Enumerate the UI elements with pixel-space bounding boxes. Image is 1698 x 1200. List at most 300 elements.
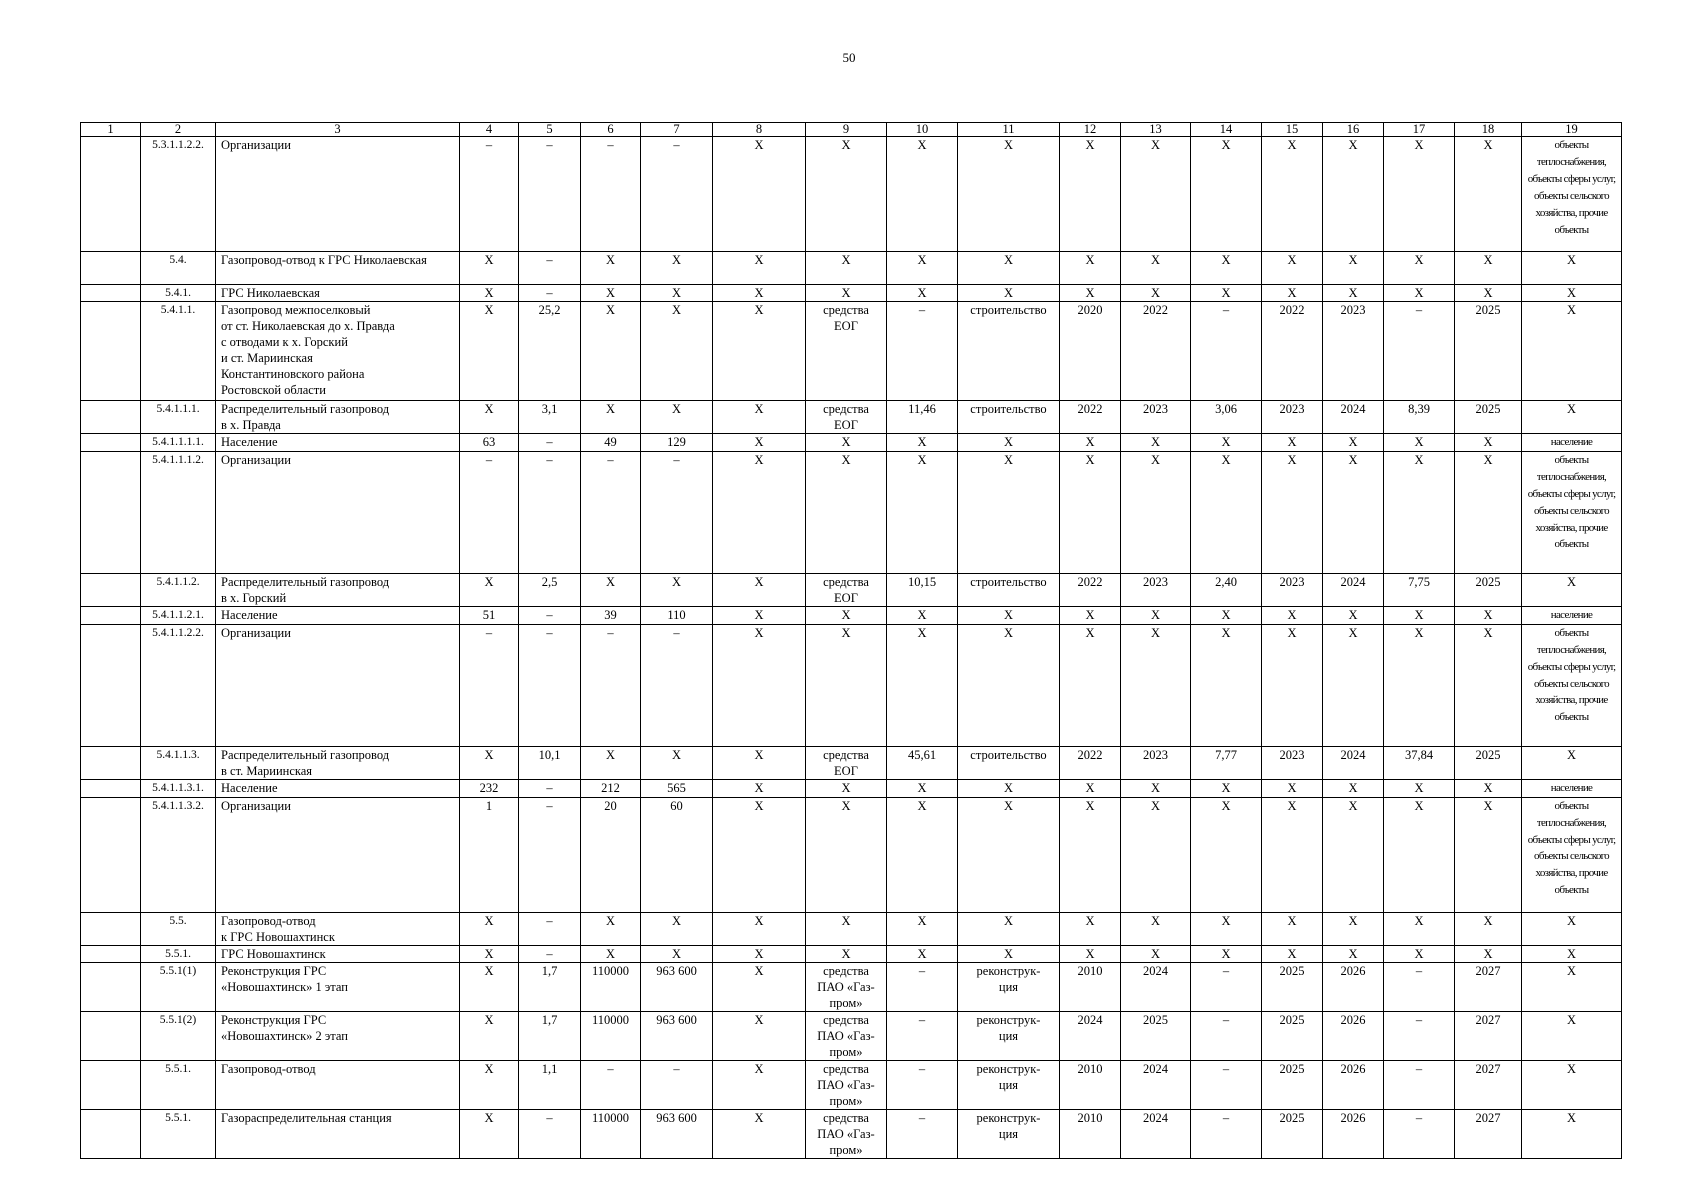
table-cell: 232 — [460, 779, 519, 797]
table-cell: 3,06 — [1191, 401, 1262, 434]
table-cell: Х — [713, 912, 806, 945]
column-header: 15 — [1262, 123, 1323, 137]
table-cell: – — [887, 1060, 958, 1109]
table-cell: 963 600 — [641, 1109, 713, 1158]
table-cell — [81, 451, 141, 573]
table-cell: Х — [1191, 912, 1262, 945]
table-row — [81, 945, 1622, 962]
table-cell: Х — [1384, 285, 1455, 302]
table-cell: Х — [806, 451, 887, 573]
table-cell: строительство — [958, 573, 1060, 606]
table-cell: – — [887, 302, 958, 401]
table-cell: – — [1384, 1109, 1455, 1158]
table-cell: Реконструкция ГРС «Новошахтинск» 1 этап — [216, 962, 460, 1011]
table-cell: Х — [1323, 252, 1384, 285]
table-cell: Х — [1455, 434, 1522, 452]
table-cell — [81, 285, 141, 302]
table-cell: средства ПАО «Газ- пром» — [806, 1060, 887, 1109]
table-cell: 2022 — [1060, 573, 1121, 606]
table-cell: 5.4.1.1.1. — [141, 401, 216, 434]
table-cell: Х — [713, 606, 806, 624]
table-cell: Х — [1191, 285, 1262, 302]
table-cell: Х — [713, 434, 806, 452]
table-cell: Х — [1384, 252, 1455, 285]
table-cell: Х — [1262, 779, 1323, 797]
table-cell: – — [519, 285, 581, 302]
table-cell: 5.5.1(2) — [141, 1011, 216, 1060]
table-cell: Х — [1384, 945, 1455, 962]
table-cell: Х — [1191, 797, 1262, 912]
table-cell: Х — [1121, 137, 1191, 252]
column-header: 4 — [460, 123, 519, 137]
table-cell: 2010 — [1060, 962, 1121, 1011]
table-cell: 10,1 — [519, 746, 581, 779]
table-cell: 129 — [641, 434, 713, 452]
table-cell — [81, 1109, 141, 1158]
table-cell: Х — [806, 252, 887, 285]
table-cell: 60 — [641, 797, 713, 912]
table-cell: строительство — [958, 401, 1060, 434]
table-cell: Х — [1121, 945, 1191, 962]
table-cell: – — [887, 1109, 958, 1158]
table-cell: 7,77 — [1191, 746, 1262, 779]
table-cell: Распределительный газопровод в ст. Мариинская — [216, 746, 460, 779]
column-header: 12 — [1060, 123, 1121, 137]
table-cell — [81, 252, 141, 285]
table-cell: 2024 — [1323, 573, 1384, 606]
table-cell — [81, 945, 141, 962]
table-cell: Х — [1455, 285, 1522, 302]
table-cell: Х — [641, 252, 713, 285]
table-row — [81, 302, 1622, 401]
table-cell: 2025 — [1455, 302, 1522, 401]
data-table — [80, 122, 1622, 1159]
table-cell: Х — [1323, 912, 1384, 945]
table-row — [81, 779, 1622, 797]
table-cell: – — [581, 137, 641, 252]
table-cell: – — [519, 779, 581, 797]
table-cell: 10,15 — [887, 573, 958, 606]
table-cell: Х — [460, 401, 519, 434]
table-cell: 2025 — [1455, 401, 1522, 434]
table-cell: Х — [806, 137, 887, 252]
table-cell: Х — [460, 1109, 519, 1158]
table-cell: Реконструкция ГРС «Новошахтинск» 2 этап — [216, 1011, 460, 1060]
table-cell: Х — [1060, 624, 1121, 746]
table-cell: – — [581, 1060, 641, 1109]
table-cell — [81, 573, 141, 606]
table-cell: Х — [1191, 779, 1262, 797]
table-cell: Х — [1384, 606, 1455, 624]
table-cell: Х — [460, 285, 519, 302]
table-cell: Х — [460, 962, 519, 1011]
table-cell: – — [1384, 1060, 1455, 1109]
table-cell: Х — [460, 1011, 519, 1060]
table-cell: 1,1 — [519, 1060, 581, 1109]
table-cell: 2024 — [1121, 1109, 1191, 1158]
table-cell: – — [519, 434, 581, 452]
table-cell: Х — [1384, 624, 1455, 746]
table-cell — [81, 1060, 141, 1109]
table-cell: 2023 — [1121, 573, 1191, 606]
table-cell: Х — [1060, 945, 1121, 962]
table-cell: Х — [1522, 401, 1622, 434]
table-cell: Х — [713, 401, 806, 434]
table-cell: 5.4.1.1.3.1. — [141, 779, 216, 797]
table-cell: средства ПАО «Газ- пром» — [806, 1109, 887, 1158]
table-cell: – — [519, 912, 581, 945]
table-cell: Х — [713, 624, 806, 746]
table-cell: Х — [1191, 451, 1262, 573]
table-cell: Х — [1121, 451, 1191, 573]
table-cell: Х — [887, 624, 958, 746]
table-cell: Х — [641, 945, 713, 962]
table-cell: 2025 — [1262, 962, 1323, 1011]
table-cell: 2024 — [1323, 401, 1384, 434]
table-cell: 2022 — [1060, 746, 1121, 779]
table-cell: Х — [1121, 624, 1191, 746]
table-cell — [81, 746, 141, 779]
table-cell: Х — [1455, 451, 1522, 573]
table-cell: 5.5. — [141, 912, 216, 945]
table-cell: 110000 — [581, 1109, 641, 1158]
table-cell: Х — [1262, 285, 1323, 302]
table-cell: средства ПАО «Газ- пром» — [806, 1011, 887, 1060]
table-cell: 2026 — [1323, 1060, 1384, 1109]
table-cell: Х — [1121, 252, 1191, 285]
table-cell: Х — [1060, 434, 1121, 452]
table-cell: 2022 — [1060, 401, 1121, 434]
table-cell: Х — [713, 137, 806, 252]
table-cell: Х — [1060, 779, 1121, 797]
table-cell: Х — [887, 252, 958, 285]
table-cell: 5.3.1.1.2.2. — [141, 137, 216, 252]
table-cell: Х — [581, 302, 641, 401]
table-cell: Х — [1121, 434, 1191, 452]
table-cell — [81, 137, 141, 252]
table-cell: Газопровод-отвод к ГРС Новошахтинск — [216, 912, 460, 945]
table-cell: Х — [641, 285, 713, 302]
table-cell: 2022 — [1121, 302, 1191, 401]
table-cell: средства ПАО «Газ- пром» — [806, 962, 887, 1011]
table-cell: Х — [1262, 252, 1323, 285]
table-cell: Х — [1522, 1109, 1622, 1158]
table-cell: Х — [806, 624, 887, 746]
table-row — [81, 746, 1622, 779]
table-cell: Х — [1522, 1060, 1622, 1109]
table-cell: Х — [1522, 285, 1622, 302]
table-cell: Х — [887, 945, 958, 962]
table-cell: средства ЕОГ — [806, 302, 887, 401]
table-cell: Х — [887, 779, 958, 797]
table-cell: Х — [713, 252, 806, 285]
table-cell: Х — [581, 401, 641, 434]
table-cell: Х — [806, 912, 887, 945]
table-cell: Х — [1384, 137, 1455, 252]
table-row — [81, 1011, 1622, 1060]
table-cell: – — [519, 137, 581, 252]
table-cell: 1,7 — [519, 1011, 581, 1060]
table-cell: 39 — [581, 606, 641, 624]
table-cell: Х — [887, 797, 958, 912]
table-cell: Х — [806, 945, 887, 962]
column-header: 9 — [806, 123, 887, 137]
table-cell: Х — [1191, 434, 1262, 452]
table-cell: Х — [1060, 252, 1121, 285]
table-cell: Х — [713, 1109, 806, 1158]
table-cell — [81, 624, 141, 746]
table-cell: Х — [1121, 912, 1191, 945]
table-cell: Х — [1384, 912, 1455, 945]
table-cell: население — [1522, 779, 1622, 797]
table-cell: Х — [958, 137, 1060, 252]
table-cell: Х — [958, 434, 1060, 452]
table-cell: Х — [581, 285, 641, 302]
table-cell: Х — [581, 746, 641, 779]
table-cell: Газопровод межпоселковый от ст. Николаевская до х. Правда с отводами к х. Горский и ст. Мариинская Константиновского района Ростовской области — [216, 302, 460, 401]
table-cell: ГРС Николаевская — [216, 285, 460, 302]
table-cell: 5.4.1.1.1.1. — [141, 434, 216, 452]
table-cell: средства ЕОГ — [806, 573, 887, 606]
table-cell: Х — [1262, 434, 1323, 452]
table-cell: Население — [216, 779, 460, 797]
table-cell: Х — [641, 746, 713, 779]
table-cell: – — [460, 137, 519, 252]
table-cell: Х — [887, 285, 958, 302]
table-cell: Х — [887, 606, 958, 624]
table-cell: Х — [713, 1060, 806, 1109]
table-cell: Х — [958, 912, 1060, 945]
table-cell: 5.4.1.1.2.1. — [141, 606, 216, 624]
table-cell: – — [641, 137, 713, 252]
table-cell: – — [1384, 302, 1455, 401]
table-cell: Х — [1455, 912, 1522, 945]
table-cell: Х — [641, 573, 713, 606]
table-cell: Х — [1191, 624, 1262, 746]
table-cell: Х — [1522, 302, 1622, 401]
table-cell: объекты теплоснабжения, объекты сферы услуг, объекты сельского хозяйства, прочие объекты — [1522, 797, 1622, 912]
table-cell: Х — [1262, 912, 1323, 945]
table-cell: 2025 — [1455, 746, 1522, 779]
table-cell: 2025 — [1262, 1011, 1323, 1060]
table-cell: 45,61 — [887, 746, 958, 779]
table-cell: 2024 — [1060, 1011, 1121, 1060]
table-cell: Х — [1060, 451, 1121, 573]
table-cell: 2010 — [1060, 1109, 1121, 1158]
table-cell: – — [519, 1109, 581, 1158]
table-cell: 2023 — [1121, 401, 1191, 434]
table-cell: Х — [1522, 1011, 1622, 1060]
table-cell: 963 600 — [641, 1011, 713, 1060]
table-cell: Х — [1121, 285, 1191, 302]
table-cell: Х — [806, 606, 887, 624]
table-cell: реконструк- ция — [958, 1109, 1060, 1158]
table-cell: Х — [713, 962, 806, 1011]
table-cell — [81, 434, 141, 452]
column-header: 13 — [1121, 123, 1191, 137]
table-cell: 963 600 — [641, 962, 713, 1011]
table-cell: 37,84 — [1384, 746, 1455, 779]
table-cell: Х — [1522, 746, 1622, 779]
table-cell: Х — [1455, 252, 1522, 285]
table-cell: – — [519, 606, 581, 624]
table-cell: Население — [216, 434, 460, 452]
table-cell: 5.5.1. — [141, 1060, 216, 1109]
table-cell: Х — [1522, 573, 1622, 606]
table-cell: Х — [887, 137, 958, 252]
table-cell: Х — [958, 797, 1060, 912]
table-cell: 2026 — [1323, 962, 1384, 1011]
table-cell: Организации — [216, 451, 460, 573]
table-cell: Х — [1323, 797, 1384, 912]
table-cell: Х — [460, 1060, 519, 1109]
table-cell: – — [1191, 1109, 1262, 1158]
table-cell: 2,5 — [519, 573, 581, 606]
column-header: 17 — [1384, 123, 1455, 137]
table-cell: Х — [1060, 797, 1121, 912]
table-row — [81, 606, 1622, 624]
table-cell: Х — [1384, 779, 1455, 797]
table-cell: Х — [713, 779, 806, 797]
table-cell: Х — [460, 573, 519, 606]
table-cell: Организации — [216, 624, 460, 746]
table-cell — [81, 302, 141, 401]
table-cell: объекты теплоснабжения, объекты сферы услуг, объекты сельского хозяйства, прочие объекты — [1522, 137, 1622, 252]
table-cell: Х — [1323, 624, 1384, 746]
table-cell: 2025 — [1262, 1109, 1323, 1158]
table-header-row — [81, 123, 1622, 137]
table-cell: Газопровод-отвод к ГРС Николаевская — [216, 252, 460, 285]
table-cell: 2027 — [1455, 1060, 1522, 1109]
table-cell: Х — [1121, 779, 1191, 797]
table-cell: – — [1191, 1011, 1262, 1060]
table-cell: 2025 — [1262, 1060, 1323, 1109]
table-cell: Распределительный газопровод в х. Горский — [216, 573, 460, 606]
table-cell: 2024 — [1121, 962, 1191, 1011]
table-row — [81, 285, 1622, 302]
table-cell: 2024 — [1323, 746, 1384, 779]
table-cell: Х — [1262, 797, 1323, 912]
table-cell: – — [519, 797, 581, 912]
table-cell: Х — [1455, 797, 1522, 912]
table-cell: 2027 — [1455, 1011, 1522, 1060]
table-cell: 25,2 — [519, 302, 581, 401]
table-cell: – — [641, 451, 713, 573]
table-cell: Х — [1323, 779, 1384, 797]
table-cell: 2025 — [1455, 573, 1522, 606]
table-cell: 20 — [581, 797, 641, 912]
table-cell: – — [519, 624, 581, 746]
table-cell: средства ЕОГ — [806, 746, 887, 779]
column-header: 6 — [581, 123, 641, 137]
table-row — [81, 451, 1622, 573]
table-cell: Х — [1060, 912, 1121, 945]
table-cell: Х — [713, 945, 806, 962]
table-cell: строительство — [958, 746, 1060, 779]
table-cell: Х — [958, 252, 1060, 285]
table-cell: объекты теплоснабжения, объекты сферы услуг, объекты сельского хозяйства, прочие объекты — [1522, 624, 1622, 746]
table-cell: 2023 — [1323, 302, 1384, 401]
table-cell — [81, 962, 141, 1011]
table-cell: Х — [1522, 962, 1622, 1011]
table-cell: реконструк- ция — [958, 962, 1060, 1011]
table-cell: Х — [713, 746, 806, 779]
table-cell: 565 — [641, 779, 713, 797]
table-cell — [81, 401, 141, 434]
table-row — [81, 962, 1622, 1011]
table-cell: Х — [641, 912, 713, 945]
table-cell: Х — [641, 401, 713, 434]
table-cell: – — [1191, 1060, 1262, 1109]
table-cell: 110 — [641, 606, 713, 624]
table-cell: – — [887, 1011, 958, 1060]
table-cell: 5.5.1(1) — [141, 962, 216, 1011]
table-cell: 110000 — [581, 1011, 641, 1060]
table-cell: 5.4.1. — [141, 285, 216, 302]
table-cell: Х — [1191, 137, 1262, 252]
page-number: 50 — [842, 50, 856, 65]
table-cell: 63 — [460, 434, 519, 452]
table-cell: Х — [713, 797, 806, 912]
table-cell: Х — [958, 945, 1060, 962]
table-row — [81, 252, 1622, 285]
table-cell: Х — [1262, 945, 1323, 962]
table-cell: Х — [1262, 606, 1323, 624]
table-cell: средства ЕОГ — [806, 401, 887, 434]
table-cell: Х — [1522, 945, 1622, 962]
table-cell — [81, 606, 141, 624]
table-cell — [81, 779, 141, 797]
table-cell: Х — [958, 606, 1060, 624]
table-cell: Х — [1191, 252, 1262, 285]
table-cell: Х — [1455, 137, 1522, 252]
table-cell — [81, 1011, 141, 1060]
table-cell: – — [460, 624, 519, 746]
table-cell: Х — [1455, 945, 1522, 962]
table-cell: Х — [1191, 945, 1262, 962]
table-cell: – — [641, 624, 713, 746]
table-cell: Х — [1323, 285, 1384, 302]
table-cell: Газораспределительная станция — [216, 1109, 460, 1158]
table-cell: Х — [806, 779, 887, 797]
table-cell: – — [1384, 962, 1455, 1011]
table-cell: Х — [641, 302, 713, 401]
table-cell: Х — [1262, 624, 1323, 746]
table-cell: Х — [1323, 606, 1384, 624]
table-cell: Х — [958, 779, 1060, 797]
column-header: 19 — [1522, 123, 1622, 137]
table-cell: Х — [713, 573, 806, 606]
table-row — [81, 1060, 1622, 1109]
table-cell: Х — [1323, 451, 1384, 573]
table-cell: реконструк- ция — [958, 1060, 1060, 1109]
table-cell: 5.4.1.1.3. — [141, 746, 216, 779]
table-cell: Распределительный газопровод в х. Правда — [216, 401, 460, 434]
table-cell: Х — [1522, 912, 1622, 945]
table-cell: Х — [713, 285, 806, 302]
table-cell: Х — [713, 1011, 806, 1060]
table-cell: 2027 — [1455, 962, 1522, 1011]
table-cell: 5.4.1.1.3.2. — [141, 797, 216, 912]
table-cell: Х — [460, 945, 519, 962]
table-cell: Х — [1121, 797, 1191, 912]
table-cell: Х — [460, 912, 519, 945]
table-cell: Х — [1384, 451, 1455, 573]
table-cell: ГРС Новошахтинск — [216, 945, 460, 962]
table-cell: 3,1 — [519, 401, 581, 434]
table-cell: Х — [1262, 451, 1323, 573]
table-cell: Х — [1323, 137, 1384, 252]
